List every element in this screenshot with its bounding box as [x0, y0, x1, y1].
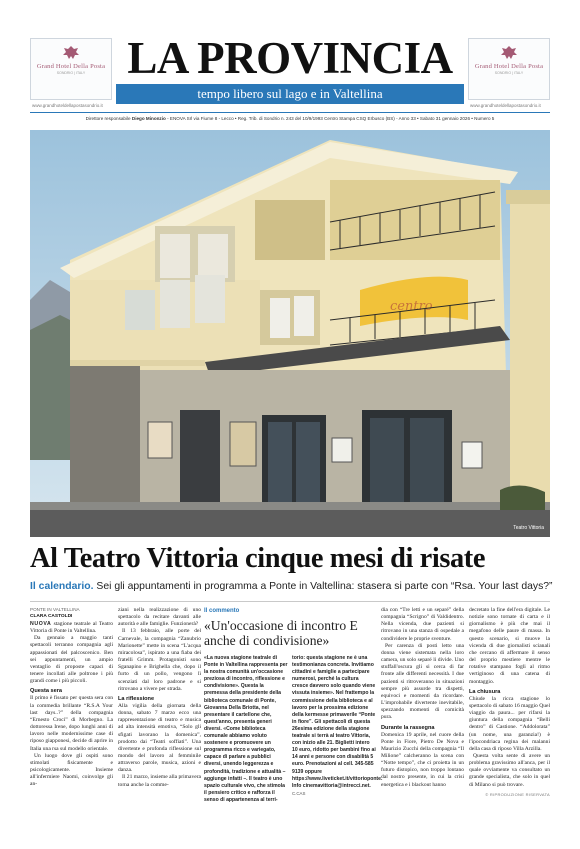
hotel-crest-icon: [61, 45, 81, 61]
hotel-ad-name: Grand Hotel Della Posta: [36, 63, 106, 70]
photo-credit: Teatro Vittoria: [513, 525, 544, 531]
comment-signature: C.CAS: [292, 790, 306, 796]
section-heading: Durante la rassegna: [381, 724, 435, 731]
comment-title: «Un'occasione di incontro E anche di condivisione»: [204, 618, 358, 648]
article-paragraph: Il primo è fissato per questa sera con la commedia brillante “R.S.A Your last days..?” della compagnia “Ernesto Croci” di Morbegno. La dottoressa Irene, dopo lunghi anni di lavoro nelle modernissime case di riposo giapponesi, decide di aprire in Italia una rsa sul modello orientale.: [30, 695, 113, 752]
article-paragraph: [30, 621, 113, 635]
director-label: Direttore responsabile: [85, 116, 131, 121]
article-paragraph: decretato la fine dell'era digitale. Le notizie sono tornate di carta e il giornalismo è più che mai il megafono delle paure di massa. In questo scenario, si muove la vicenda di due giornalisti scianali che cercano di affermare il senso del proprio mestiere mentre le rotative stampano fogli al ritmo vertiginoso di una catena di montaggio.: [469, 607, 550, 685]
article-paragraph: Per carenza di posti letto una donna viene sistemata nella loro camera, un solo separé li divide. Uno stuffall'oscura gli si cerca di far fronte alle differenti necessità. I due pazienti si ritroveranno in situazioni sempre più assurde tra dispetti, equivoci e momenti da ricordare. L'improbabile divertente inevitabile, spezzando momenti di comicità pura.: [381, 642, 464, 721]
article-paragraph: Domenica 19 aprile, nel cuore della Ponte in Fiore, Pietro De Nova e Maurizio Zucchi della compagnia “Il Milione” calcheranno la scena con “Notte tempo”, che ci proietta in un futuro distopico, non troppo lontano dal nostro presente, in cui la crisi energetica e i blackout hanno: [381, 731, 464, 788]
copyright-note: © RIPRODUZIONE RISERVATA: [485, 791, 550, 797]
headline-divider: [30, 601, 550, 602]
lead-word: NUOVA: [30, 621, 52, 627]
masthead: [0, 0, 580, 112]
article-paragraph: Chiude la ricca stagione lo spettacolo di sabato 16 maggio Quel viaggio da paura... per rifarsi la giuntura della compagnia “Belli dentro” di Castione. “Addolorata” (un nome, una garanzia!) è l'ipocondriaca regina dei malanni della casa di riposo Villa Arzilla.: [469, 695, 550, 752]
director-name: Diego Minonzio: [131, 116, 166, 121]
section-heading: Questa sera: [30, 688, 63, 695]
comment-kicker: Il commento: [204, 608, 240, 614]
article-paragraph: Questa volta sente di avere un problema gravissimo all'anca, per il quale ovviamente va consultato un grande specialista, che solo in quel di Milano si può trovare.: [469, 752, 550, 788]
theatre-building-illustration: [30, 130, 550, 537]
comment-column-left: [204, 655, 288, 804]
article-paragraph: Da gennaio a maggio tanti spettacoli terranno compagnia agli appassionati del palcoscenico. Ben sei appuntamenti, un ampio ventaglio di proposte capaci di tenere incollati alle poltrone i più grandi come i più piccoli.: [30, 635, 113, 685]
hotel-crest-icon: [499, 45, 519, 61]
paragraph-text: stagione teatrale al Teatro Vittoria di Ponte in Valtellina.: [30, 621, 113, 635]
byline-location: PONTE IN VALTELLINA: [30, 607, 80, 612]
newspaper-title: LA PROVINCIA: [127, 33, 453, 83]
subhead-kicker: Il calendario.: [30, 581, 94, 592]
article-paragraph: Il 13 febbraio, alle porte del Carnevale, la compagnia “Zanubrio Marionette” mette in scena “L'acqua miracolosa”, ispirato a una fiaba dei fratelli Grimm. Protagonisti sono Sganapino e Brighella che, dopo il furto di un pollo, vengono lì scenziati dal loro padrone e si ritrovano a vivere per strada.: [118, 628, 201, 692]
theatre-photo: [30, 130, 550, 537]
byline-author: CLARA CASTOLDI: [30, 614, 73, 619]
hotel-ad-sub: SONDRIO | ITALY: [56, 71, 86, 75]
article-column-4: [381, 607, 464, 789]
publication-details: - ENOVA Srl via Fiume 8 - Lecco • Reg. Trib. di Sondrio n. 243 del 10/9/1993 Centro Stampa CSQ Erbusco (BS) - Anno 33 • Sabato 31 gennaio 2026 • Numero 5: [165, 116, 495, 121]
article-paragraph: Il 21 marzo, insieme alla primavera torna anche la comme-: [118, 774, 201, 788]
comment-text: torio: questa stagione ne è una testimonianza concreta. Invitiamo cittadini e famiglie a partecipare numerosi, perché la cultura cresce davvero solo quando viene vissuta insieme». Nel frattempo la commissione della biblioteca e al lavoro per la prossima edizione della kermesse primaverile “Ponte in fiore”. Gli spettacoli di questa 26esima edizione della stagione teatrale si terrà al teatro Vittoria, con inizio alle 21. Biglietti intero 10 euro, ridotto per bambini fino ai 14 anni e persone con disabilità 5 euro. Prenotazioni al cell. 345-585 9139 oppure https://www.liveticket.it/vittorioponte. Info cinemavittoria@intrecci.net.: [292, 655, 383, 789]
hotel-ad-sub: SONDRIO | ITALY: [494, 71, 524, 75]
comment-column-right: [292, 655, 383, 798]
article-paragraph: dia con “Tre letti e un separé” della compagnia “Scrigno” di Valdidentro. Nella vicenda, due pazienti si ritrovano in una stanza di ospedale a condividere le proprie sventure.: [381, 607, 464, 642]
hotel-ad-name: Grand Hotel Della Posta: [474, 63, 544, 70]
comment-paragraph: [292, 655, 383, 798]
article-column-5: [469, 607, 550, 798]
article-paragraph: ziani nella realizzazione di uno spettacolo da recitare davanti alle autorità e alle famiglie. Funzionerà?: [118, 607, 201, 628]
article-paragraph: Un luogo dove gli ospiti sono stimolati fisicamente e psicologicamente. Insieme all'infermiere Naomi, coinvolge gli an-: [30, 752, 113, 788]
hotel-ad-right[interactable]: [468, 38, 550, 100]
article-subhead: [30, 580, 553, 593]
comment-box: [204, 607, 383, 845]
section-heading: La riflessione: [118, 695, 155, 702]
article-headline: Al Teatro Vittoria cinque mesi di risate: [30, 543, 486, 574]
comment-paragraph: «La nuova stagione teatrale di Ponte in Valtellina rappresenta per la nostra comunità un'occasione preziosa di incontro, riflessione e condivisione». Questa la premessa della presidente della biblioteca comunale di Ponte, Giovanna Della Briotta, nel presentare il cartellone che, quest'anno, presenta generi diversi. «Come biblioteca comunale abbiamo voluto sostenere e promuovere un programma ricco e variegato, capace di parlare a pubblici diversi, unendo leggerezza e profondità, tradizione e attualità – aggiunge infatti –. Il teatro è uno spazio culturale vivo, che stimola il pensiero critico e rafforza il senso di appartenenza al terri-: [204, 655, 288, 803]
article-paragraph: Alla vigilia della giornata della donna, sabato 7 marzo ecco una rappresentazione di teatro e musica ad alta intensità emotiva, “Solo gli sfigati lavorano la domenica”, prodotto dai “Teatri soffiati”. Una divertente e profonda riflessione sul mondo del lavoro al femminile attraverso parole, musica, azioni e danza.: [118, 702, 201, 774]
newspaper-tagline: tempo libero sul lago e in Valtellina: [116, 84, 464, 104]
hotel-ad-left[interactable]: [30, 38, 112, 100]
section-heading: La chiusura: [469, 688, 501, 695]
subhead-text: Sei gli appuntamenti in programma a Ponte in Valtellina: stasera si parte con “Rsa. Your last days?”: [93, 581, 553, 592]
hotel-ad-url-right[interactable]: www.grandhoteldellapostasondrio.it: [470, 103, 541, 108]
article-column-2: [118, 607, 201, 789]
publication-info-bar: [30, 112, 550, 124]
article-column-1: [30, 607, 113, 788]
centro-sign-text: centro: [390, 299, 433, 314]
hotel-ad-url-left[interactable]: www.grandhoteldellapostasondrio.it: [32, 103, 103, 108]
